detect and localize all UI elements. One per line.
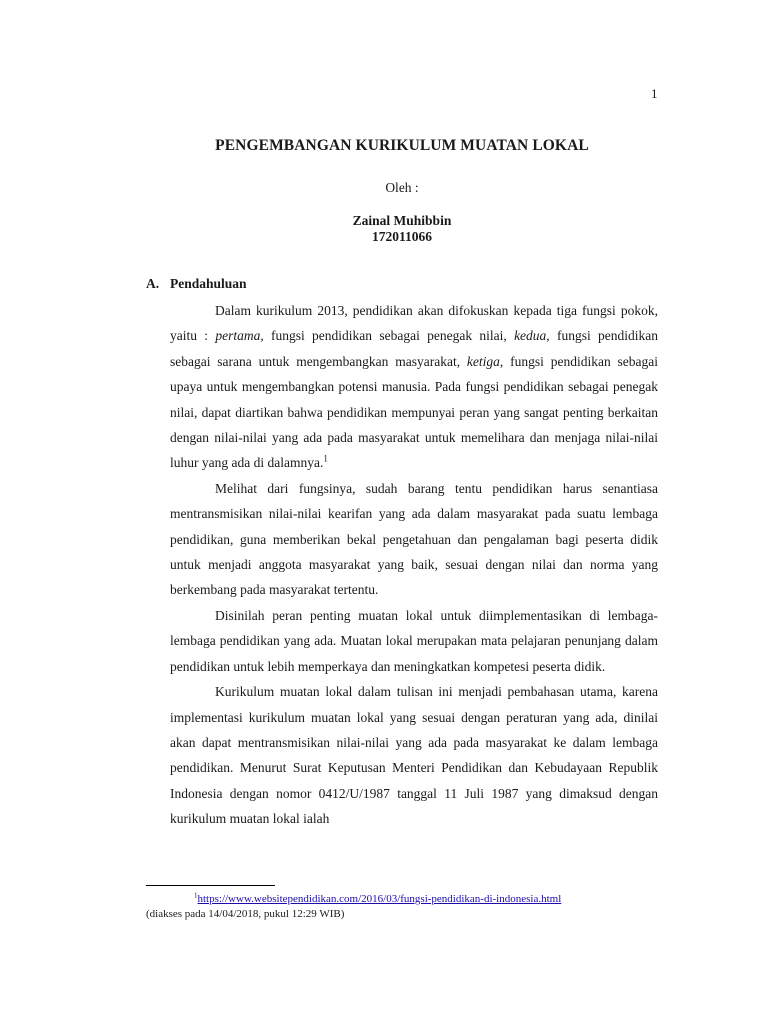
- emphasis-text: kedua: [514, 328, 547, 344]
- paragraph-text: Dalam kurikulum 2013, pendidikan akan difokuskan kepada tiga fungsi pokok, yaitu :: [170, 303, 658, 344]
- paragraph-text: , fungsi pendidikan sebagai sarana untuk mengembangkan masyarakat,: [170, 328, 658, 369]
- author-id: 172011066: [371, 229, 432, 244]
- footnote-link[interactable]: https://www.websitependidikan.com/2016/03/fungsi-pendidikan-di-indonesia.html: [197, 893, 562, 905]
- page-number: 1: [651, 86, 658, 101]
- footnote-separator: [146, 885, 275, 886]
- paragraph-text: , fungsi pendidikan sebagai upaya untuk mengembangkan potensi manusia. Pada fungsi pendidikan sebagai penegak nilai, dapat diartikan bahwa pendidikan mempunyai peran yang sangat penting berkaitan dengan nilai-nilai yang ada pada masyarakat untuk memelihara dan menjaga nilai-nilai luhur yang ada di dalamnya.: [170, 353, 658, 471]
- emphasis-text: pertama: [215, 328, 261, 344]
- footnote-mark: 1: [194, 891, 198, 900]
- paragraph-4: Kurikulum muatan lokal dalam tulisan ini menjadi pembahasan utama, karena implementasi kurikulum muatan lokal yang sesuai dengan peraturan yang ada, dinilai akan dapat mentransmisikan nilai-nilai yang ada pada masyarakat ke dalam lembaga pendidikan. Menurut Surat Keputusan Menteri Pendidikan dan Kebudayaan Republik Indonesia dengan nomor 0412/U/1987 tanggal 11 Juli 1987 yang dimaksud dengan kurikulum muatan lokal ialah: [170, 684, 658, 827]
- emphasis-text: ketiga: [466, 353, 500, 369]
- author-name: Zainal Muhibbin: [352, 213, 452, 228]
- footnote: [146, 892, 666, 921]
- document-title: PENGEMBANGAN KURIKULUM MUATAN LOKAL: [215, 137, 589, 154]
- section-number: A.: [146, 276, 160, 291]
- paragraph-2: Melihat dari fungsinya, sudah barang tentu pendidikan harus senantiasa mentransmisikan nilai-nilai kearifan yang ada dalam masyarakat pada suatu lembaga pendidikan, guna memberikan bekal pengetahuan dan pengalaman bagi peserta didik untuk menjadi anggota masyarakat yang baik, sesuai dengan nilai dan norma yang berkembang pada masyarakat tertentu.: [170, 480, 658, 598]
- paragraph-text: , fungsi pendidikan sebagai penegak nilai,: [260, 328, 515, 344]
- section-title: Pendahuluan: [170, 276, 247, 291]
- footnote-reference[interactable]: 1: [323, 453, 328, 464]
- footnote-line: [146, 892, 666, 907]
- section-heading: [146, 276, 247, 292]
- byline-label: Oleh :: [385, 180, 419, 195]
- body-text: [170, 298, 658, 832]
- paragraph-1: [170, 298, 658, 476]
- footnote-access-date: (diakses pada 14/04/2018, pukul 12:29 WIB): [146, 907, 345, 920]
- paragraph-3: Disinilah peran penting muatan lokal untuk diimplementasikan di lembaga-lembaga pendidikan yang ada. Muatan lokal merupakan mata pelajaran penunjang dalam pendidikan untuk lebih memperkaya dan meningkatkan kompetesi peserta didik.: [170, 607, 658, 674]
